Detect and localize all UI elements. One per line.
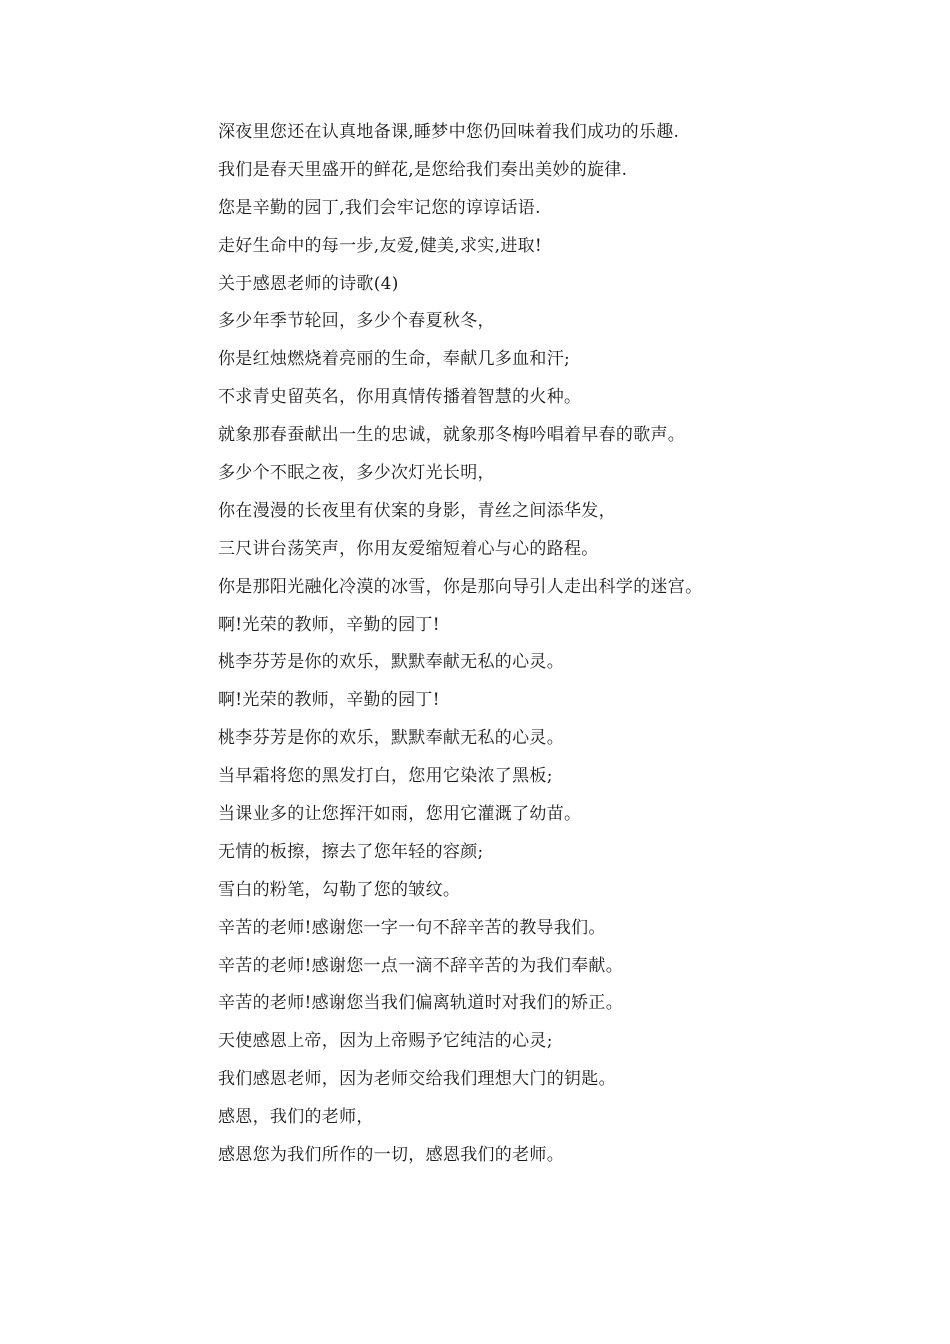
text-line: 你是那阳光融化冷漠的冰雪，你是那向导引人走出科学的迷宫。 bbox=[218, 576, 703, 597]
text-line: 当课业多的让您挥汗如雨，您用它灌溉了幼苗。 bbox=[218, 804, 582, 825]
text-line: 深夜里您还在认真地备课,睡梦中您仍回味着我们成功的乐趣. bbox=[218, 122, 680, 142]
text-line: 就象那春蚕献出一生的忠诚，就象那冬梅吟唱着早春的歌声。 bbox=[218, 425, 686, 446]
text-line: 感恩您为我们所作的一切，感恩我们的老师。 bbox=[218, 1145, 564, 1166]
text-line: 感恩，我们的老师， bbox=[218, 1107, 374, 1128]
poem-text-block bbox=[218, 118, 858, 1179]
text-line: 啊!光荣的教师，辛勤的园丁! bbox=[218, 690, 440, 711]
text-line: 走好生命中的每一步,友爱,健美,求实,进取! bbox=[218, 235, 543, 256]
text-line: 我们感恩老师，因为老师交给我们理想大门的钥匙。 bbox=[218, 1069, 616, 1090]
text-line: 不求青史留英名，你用真情传播着智慧的火种。 bbox=[218, 387, 582, 408]
text-line: 你在漫漫的长夜里有伏案的身影，青丝之间添华发， bbox=[218, 500, 616, 521]
text-line: 多少个不眠之夜，多少次灯光长明， bbox=[218, 463, 495, 484]
text-line: 多少年季节轮回，多少个春夏秋冬， bbox=[218, 311, 495, 332]
section-heading: 关于感恩老师的诗歌(4) bbox=[218, 273, 399, 294]
text-line: 您是辛勤的园丁,我们会牢记您的谆谆话语. bbox=[218, 197, 541, 218]
text-line: 桃李芬芳是你的欢乐，默默奉献无私的心灵。 bbox=[218, 652, 564, 673]
text-line: 啊!光荣的教师，辛勤的园丁! bbox=[218, 614, 440, 635]
text-line: 辛苦的老师!感谢您一字一句不辞辛苦的教导我们。 bbox=[218, 917, 606, 938]
text-line: 你是红烛燃烧着亮丽的生命，奉献几多血和汗; bbox=[218, 349, 571, 370]
text-line: 辛苦的老师!感谢您一点一滴不辞辛苦的为我们奉献。 bbox=[218, 955, 624, 976]
text-line: 天使感恩上帝，因为上帝赐予它纯洁的心灵; bbox=[218, 1031, 553, 1052]
text-line: 桃李芬芳是你的欢乐，默默奉献无私的心灵。 bbox=[218, 728, 564, 749]
text-line: 当早霜将您的黑发打白，您用它染浓了黑板; bbox=[218, 766, 553, 787]
text-line: 三尺讲台荡笑声，你用友爱缩短着心与心的路程。 bbox=[218, 538, 599, 559]
text-line: 无情的板擦，擦去了您年轻的容颜; bbox=[218, 841, 484, 862]
text-line: 辛苦的老师!感谢您当我们偏离轨道时对我们的矫正。 bbox=[218, 993, 624, 1014]
text-line: 雪白的粉笔，勾勒了您的皱纹。 bbox=[218, 879, 461, 900]
text-line: 我们是春天里盛开的鲜花,是您给我们奏出美妙的旋律. bbox=[218, 159, 628, 180]
